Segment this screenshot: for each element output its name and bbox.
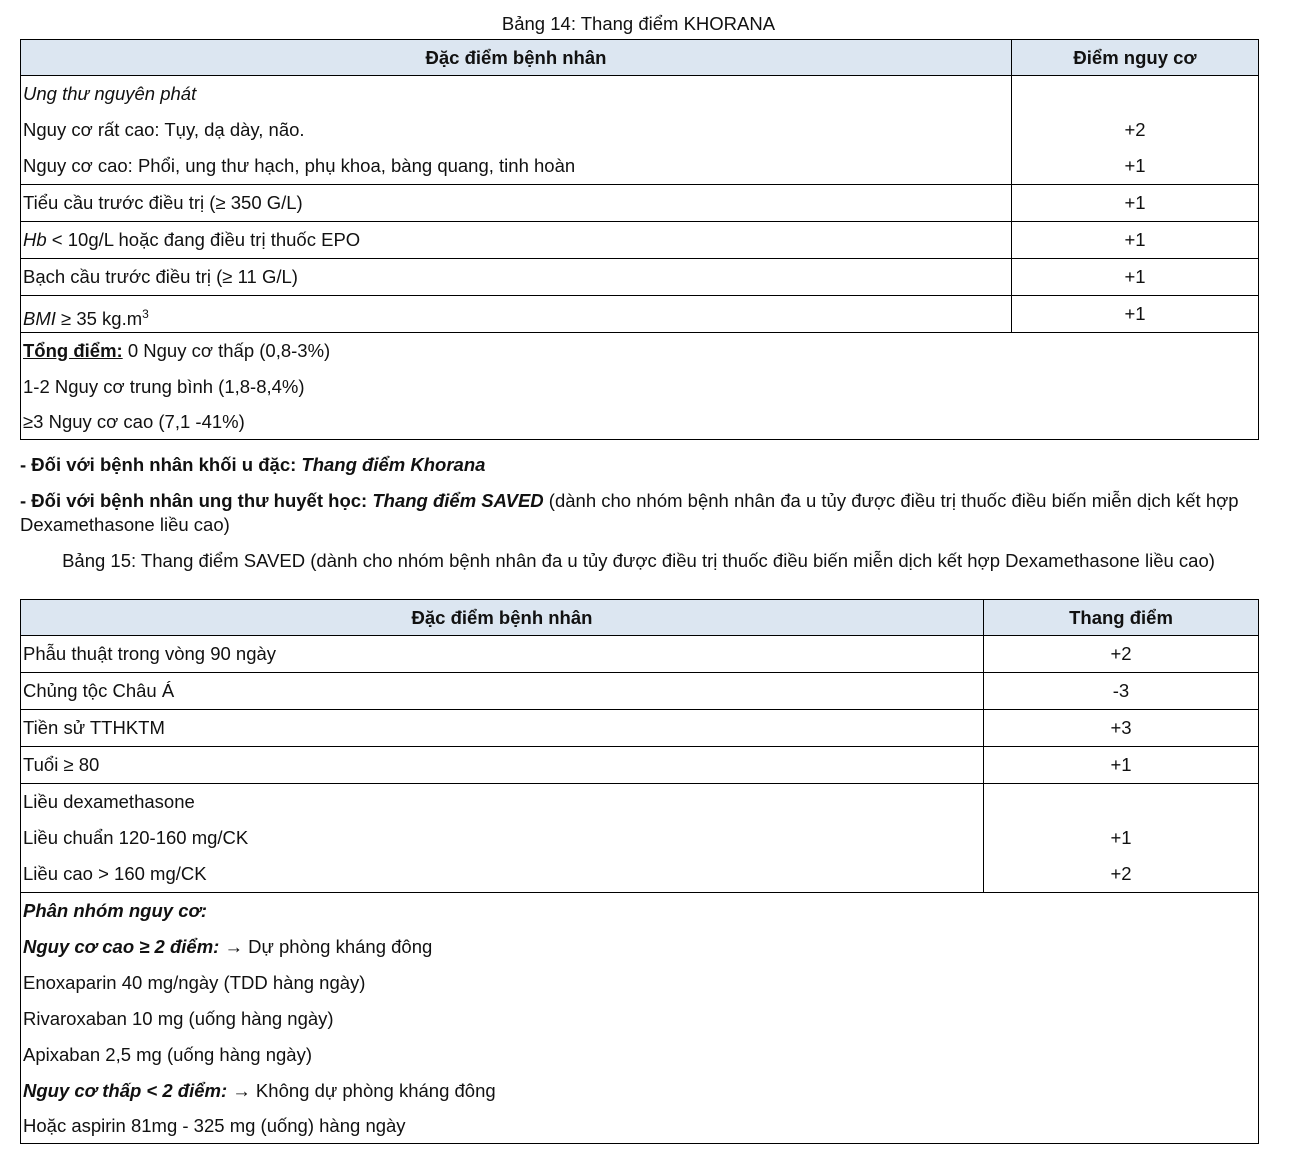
age-points: +1	[1110, 754, 1132, 775]
wbc-label: Bạch cầu trước điều trị (≥ 11 G/L)	[23, 266, 298, 287]
risk-groups-row	[21, 893, 1259, 1144]
saved-table	[20, 599, 1259, 1144]
header-score: Thang điểm	[984, 600, 1259, 636]
aspirin-line: Hoặc aspirin 81mg - 325 mg (uống) hàng ngày	[23, 1115, 406, 1136]
asian-race-label: Chủng tộc Châu Á	[23, 680, 175, 701]
table-row	[21, 259, 1259, 296]
very-high-risk-points: +2	[1124, 119, 1146, 140]
total-line-1: Tổng điểm: 0 Nguy cơ thấp (0,8-3%)	[23, 340, 331, 361]
primary-cancer-heading: Ung thư nguyên phát	[23, 83, 197, 104]
wbc-points: +1	[1124, 266, 1146, 287]
table-header-row	[21, 40, 1259, 76]
dexa-high-points: +2	[1110, 863, 1132, 884]
asian-race-points: -3	[1112, 680, 1130, 701]
dexa-standard-points: +1	[1110, 827, 1132, 848]
table-header-row	[21, 600, 1259, 636]
note-solid-tumor: - Đối với bệnh nhân khối u đặc: Thang điểm Khorana	[20, 454, 486, 475]
hb-points: +1	[1124, 229, 1146, 250]
very-high-risk-label: Nguy cơ rất cao: Tụy, dạ dày, não.	[23, 119, 305, 140]
enoxaparin-line: Enoxaparin 40 mg/ngày (TDD hàng ngày)	[23, 972, 366, 993]
rivaroxaban-line: Rivaroxaban 10 mg (uống hàng ngày)	[23, 1008, 334, 1029]
high-risk-points: +1	[1124, 155, 1146, 176]
table-row	[21, 747, 1259, 784]
table15-caption: Bảng 15: Thang điểm SAVED (dành cho nhóm bệnh nhân đa u tủy được điều trị thuốc điều biến miễn dịch kết hợp Dexamethasone liều cao)	[62, 550, 1215, 571]
table14-caption: Bảng 14: Thang điểm KHORANA	[501, 13, 776, 34]
surgery-label: Phẫu thuật trong vòng 90 ngày	[23, 643, 277, 664]
vte-history-label: Tiền sử TTHKTM	[23, 717, 165, 738]
table-row	[21, 222, 1259, 259]
dexa-high-label: Liều cao > 160 mg/CK	[23, 863, 207, 884]
vte-history-points: +3	[1110, 717, 1132, 738]
table-row	[21, 296, 1259, 333]
apixaban-line: Apixaban 2,5 mg (uống hàng ngày)	[23, 1044, 313, 1065]
table-row	[21, 636, 1259, 673]
surgery-points: +2	[1110, 643, 1132, 664]
table-row	[21, 185, 1259, 222]
hb-label: Hb < 10g/L hoặc đang điều trị thuốc EPO	[23, 229, 361, 250]
age-label: Tuổi ≥ 80	[23, 754, 100, 775]
total-score-row	[21, 333, 1259, 440]
risk-groups-title: Phân nhóm nguy cơ:	[23, 900, 208, 921]
header-patient-features: Đặc điểm bệnh nhân	[21, 40, 1012, 76]
platelets-points: +1	[1124, 192, 1146, 213]
header-patient-features: Đặc điểm bệnh nhân	[21, 600, 984, 636]
header-risk-points: Điểm nguy cơ	[1012, 40, 1259, 76]
dexa-heading: Liều dexamethasone	[23, 791, 195, 812]
platelets-label: Tiểu cầu trước điều trị (≥ 350 G/L)	[23, 192, 303, 213]
table-row	[21, 710, 1259, 747]
note-hematologic: - Đối với bệnh nhân ung thư huyết học: Thang điểm SAVED (dành cho nhóm bệnh nhân đa u tủy được điều trị thuốc điều biến miễn dịch kết hợp Dexamethasone liều cao)	[20, 490, 1239, 535]
total-line-3: ≥3 Nguy cơ cao (7,1 -41%)	[23, 411, 245, 432]
high-risk-label: Nguy cơ cao: Phổi, ung thư hạch, phụ khoa, bàng quang, tinh hoàn	[23, 155, 576, 176]
table-row	[21, 673, 1259, 710]
low-risk-line: Nguy cơ thấp < 2 điểm: → Không dự phòng kháng đông	[23, 1080, 496, 1101]
high-risk-line: Nguy cơ cao ≥ 2 điểm: → Dự phòng kháng đông	[23, 936, 433, 957]
dexa-standard-label: Liều chuẩn 120-160 mg/CK	[23, 827, 249, 848]
bmi-label: BMI ≥ 35 $kg.m^3$	[23, 307, 149, 330]
table-row	[21, 784, 1259, 893]
table-row	[21, 76, 1259, 185]
khorana-table	[20, 39, 1259, 440]
bmi-points: +1	[1124, 303, 1146, 324]
total-line-2: 1-2 Nguy cơ trung bình (1,8-8,4%)	[23, 376, 305, 397]
